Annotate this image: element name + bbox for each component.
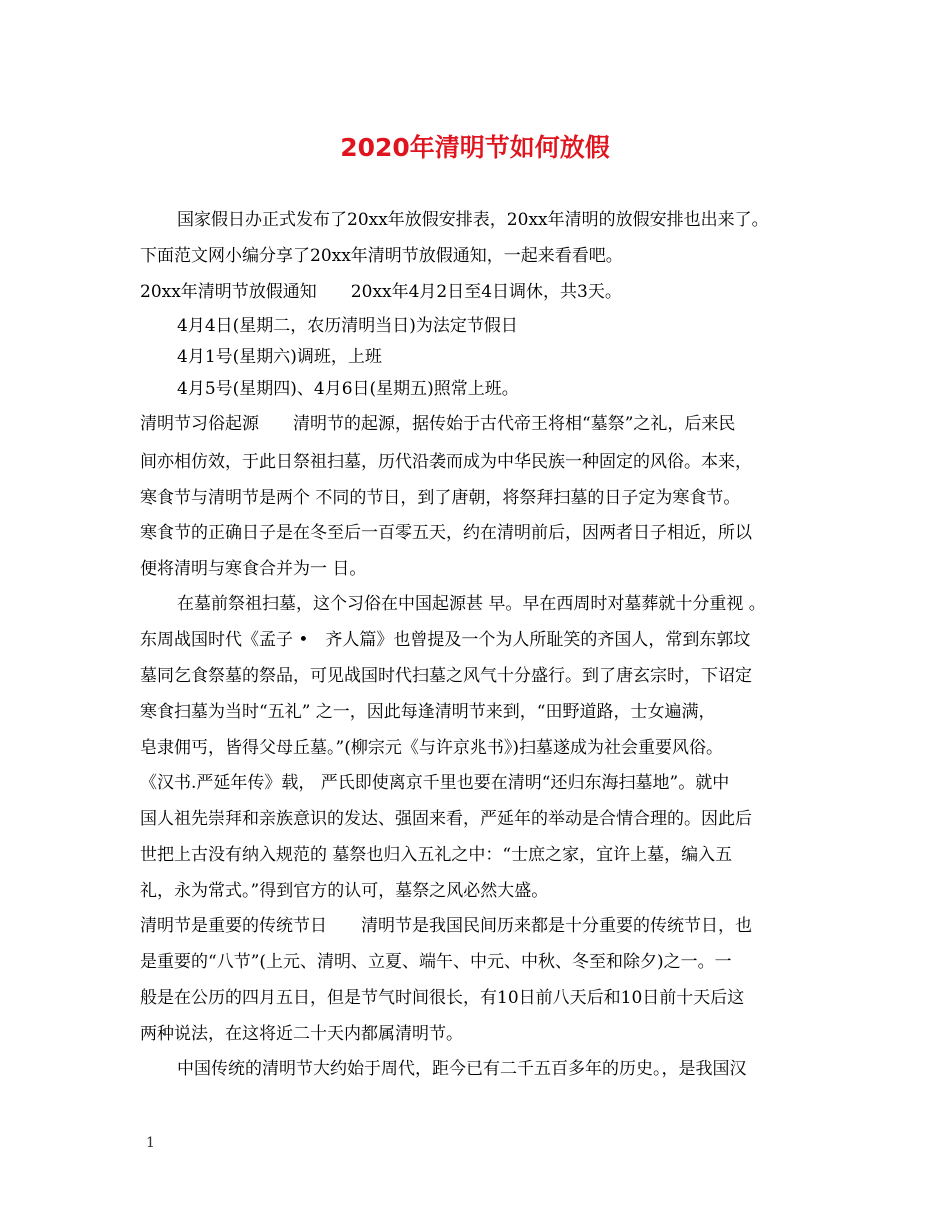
paragraph-line: 两种说法，在这将近二十天内都属清明节。: [140, 1024, 463, 1044]
paragraph-line: 4月1号(星期六)调班，上班: [177, 347, 382, 367]
paragraph-line: 般是在公历的四月五日，但是节气时间很长，有10日前八天后和10日前十天后这: [140, 988, 745, 1008]
paragraph-line: 在墓前祭祖扫墓，这个习俗在中国起源甚 早。早在西周时对墓葬就十分重视 。: [177, 594, 766, 614]
paragraph-line: 皂隶佣丐，皆得父母丘墓。”(柳宗元《与许京兆书》)扫墓遂成为社会重要风俗。: [140, 738, 723, 758]
paragraph-line: 世把上古没有纳入规范的 墓祭也归入五礼之中：“士庶之家，宜许上墓，编入五: [140, 845, 733, 865]
paragraph-line: 寒食扫墓为当时“五礼” 之一，因此每逢清明节来到，“田野道路，士女遍满，: [140, 702, 716, 722]
paragraph-line: 是重要的“八节”(上元、清明、立夏、端午、中元、中秋、冬至和除夕)之一。一: [140, 952, 732, 972]
page-number: 1: [146, 1135, 155, 1151]
paragraph-line: 清明节习俗起源 清明节的起源，据传始于古代帝王将相“墓祭”之礼，后来民: [140, 414, 736, 434]
paragraph-line: 下面范文网小编分享了20xx年清明节放假通知，一起来看看吧。: [140, 246, 623, 266]
paragraph-line: 礼，永为常式。”得到官方的认可，墓祭之风必然大盛。: [140, 881, 549, 901]
page-title: 2020年清明节如何放假: [340, 133, 610, 162]
paragraph-line: 寒食节的正确日子是在冬至后一百零五天，约在清明前后，因两者日子相近，所以: [140, 523, 752, 543]
paragraph-line: 《汉书.严延年传》载， 严氏即使离京千里也要在清明“还归东海扫墓地”。就中: [140, 773, 730, 793]
paragraph-line: 国家假日办正式发布了20xx年放假安排表，20xx年清明的放假安排也出来了。: [177, 210, 769, 230]
paragraph-line: 墓同乞食祭墓的祭品，可见战国时代扫墓之风气十分盛行。到了唐玄宗时，下诏定: [140, 666, 752, 686]
paragraph-line: 便将清明与寒食合并为一 日。: [140, 559, 367, 579]
paragraph-line: 中国传统的清明节大约始于周代，距今已有二千五百多年的历史。，是我国汉: [177, 1059, 747, 1079]
paragraph-line: 4月4日(星期二，农历清明当日)为法定节假日: [177, 316, 518, 336]
paragraph-line: 4月5号(星期四)、4月6日(星期五)照常上班。: [177, 379, 519, 399]
paragraph-line: 寒食节与清明节是两个 不同的节日，到了唐朝，将祭拜扫墓的日子定为寒食节。: [140, 488, 741, 508]
paragraph-line: 20xx年清明节放假通知 20xx年4月2日至4日调休，共3天。: [140, 282, 622, 302]
paragraph-line: 国人祖先崇拜和亲族意识的发达、强固来看，严延年的举动是合情合理的。因此后: [140, 809, 752, 829]
paragraph-line: 间亦相仿效，于此日祭祖扫墓，历代沿袭而成为中华民族一种固定的风俗。本来，: [140, 452, 752, 472]
paragraph-line: 东周战国时代《孟子 • 齐人篇》也曾提及一个为人所耻笑的齐国人，常到东郭坟: [140, 630, 751, 650]
paragraph-line: 清明节是重要的传统节日 清明节是我国民间历来都是十分重要的传统节日，也: [140, 916, 752, 936]
